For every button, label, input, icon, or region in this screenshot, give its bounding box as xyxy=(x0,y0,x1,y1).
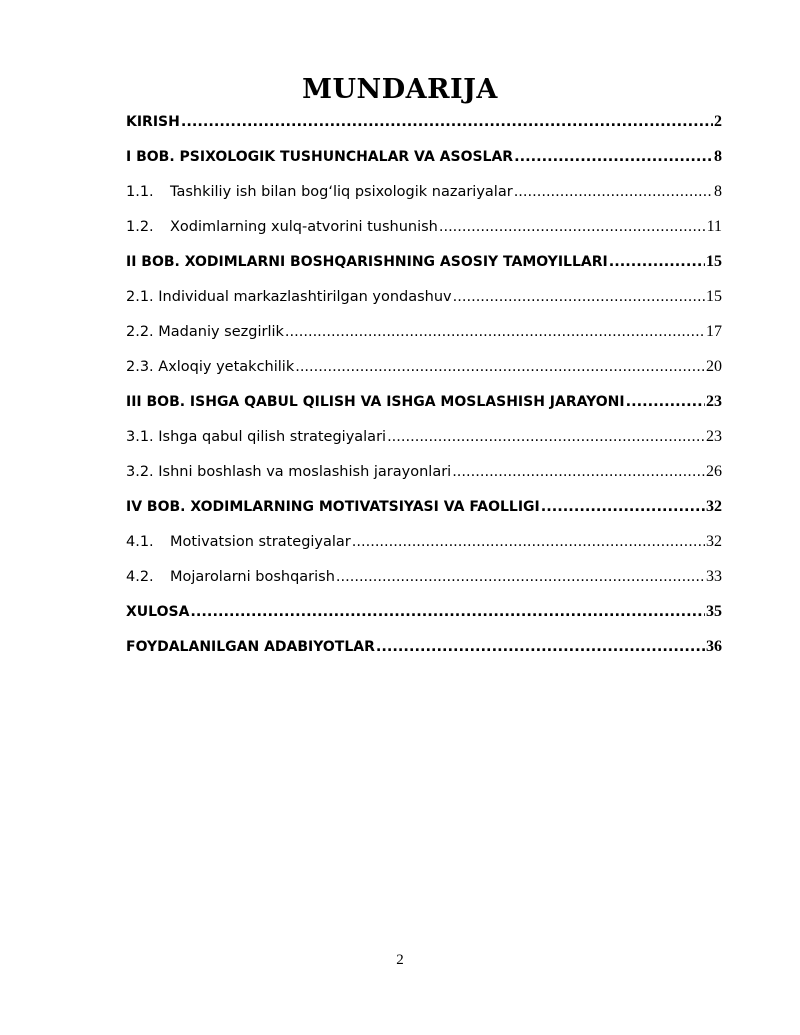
dot-leader xyxy=(387,423,705,451)
toc-entry-text: Xodimlarning xulq-atvorini tushunish xyxy=(170,219,438,235)
toc-entry-label: III BOB. ISHGA QABUL QILISH VA ISHGA MOSLASHISH JARAYONI xyxy=(126,394,625,410)
toc-entry-bob-2[interactable] xyxy=(126,248,722,283)
toc-entry-section-3-1[interactable] xyxy=(126,423,722,458)
table-of-contents xyxy=(126,108,722,668)
dot-leader xyxy=(439,213,706,241)
dot-leader xyxy=(541,493,705,521)
toc-entry-label: I BOB. PSIXOLOGIK TUSHUNCHALAR VA ASOSLAR xyxy=(126,149,514,165)
toc-entry-bob-4[interactable] xyxy=(126,493,722,528)
dot-leader xyxy=(453,283,705,311)
toc-entry-number: 1.1. xyxy=(126,184,154,200)
toc-entry-page: 33 xyxy=(706,568,722,585)
toc-entry-label: 2.3. Axloqiy yetakchilik xyxy=(126,359,295,375)
toc-entry-section-4-1[interactable] xyxy=(126,528,722,563)
toc-entry-page: 26 xyxy=(706,463,722,480)
toc-entry-page: 8 xyxy=(714,183,722,200)
dot-leader xyxy=(376,633,705,661)
toc-entry-label xyxy=(126,563,335,591)
toc-entry-text: Motivatsion strategiyalar xyxy=(170,534,351,550)
toc-entry-label: 3.1. Ishga qabul qilish strategiyalari xyxy=(126,429,387,445)
toc-entry-page: 23 xyxy=(706,428,722,445)
toc-entry-text: Tashkiliy ish bilan bog‘liq psixologik nazariyalar xyxy=(170,184,513,200)
dot-leader xyxy=(190,598,705,626)
toc-entry-label xyxy=(126,178,513,206)
toc-entry-label: KIRISH xyxy=(126,114,180,130)
toc-entry-section-3-2[interactable] xyxy=(126,458,722,493)
toc-entry-label: FOYDALANILGAN ADABIYOTLAR xyxy=(126,639,375,655)
dot-leader xyxy=(452,458,705,486)
dot-leader xyxy=(285,318,705,346)
toc-entry-section-1-2[interactable] xyxy=(126,213,722,248)
toc-entry-bob-3[interactable] xyxy=(126,388,722,423)
toc-entry-page: 32 xyxy=(706,498,722,515)
toc-entry-section-2-2[interactable] xyxy=(126,318,722,353)
toc-entry-page: 20 xyxy=(706,358,722,375)
dot-leader xyxy=(626,388,705,416)
toc-entry-number: 1.2. xyxy=(126,219,154,235)
dot-leader xyxy=(514,178,713,206)
toc-entry-section-2-3[interactable] xyxy=(126,353,722,388)
toc-entry-section-2-1[interactable] xyxy=(126,283,722,318)
toc-entry-label xyxy=(126,528,351,556)
toc-entry-adabiyotlar[interactable] xyxy=(126,633,722,668)
dot-leader xyxy=(295,353,705,381)
toc-entry-page: 8 xyxy=(714,148,722,165)
toc-entry-page: 2 xyxy=(714,113,722,130)
page-number-footer: 2 xyxy=(396,952,404,968)
toc-entry-text: Mojarolarni boshqarish xyxy=(170,569,335,585)
dot-leader xyxy=(514,143,713,171)
toc-entry-label: 2.1. Individual markazlashtirilgan yondashuv xyxy=(126,289,452,305)
toc-entry-number: 4.2. xyxy=(126,569,154,585)
toc-entry-number: 4.1. xyxy=(126,534,154,550)
toc-entry-page: 17 xyxy=(706,323,722,340)
toc-entry-page: 35 xyxy=(706,603,722,620)
toc-entry-section-1-1[interactable] xyxy=(126,178,722,213)
dot-leader xyxy=(352,528,705,556)
toc-entry-bob-1[interactable] xyxy=(126,143,722,178)
dot-leader xyxy=(609,248,705,276)
toc-entry-page: 23 xyxy=(706,393,722,410)
toc-entry-section-4-2[interactable] xyxy=(126,563,722,598)
toc-entry-xulosa[interactable] xyxy=(126,598,722,633)
toc-entry-kirish[interactable] xyxy=(126,108,722,143)
toc-entry-label: XULOSA xyxy=(126,604,190,620)
toc-entry-page: 11 xyxy=(706,218,722,235)
page-title: MUNDARIJA xyxy=(302,74,498,105)
toc-entry-label xyxy=(126,213,438,241)
dot-leader xyxy=(181,108,713,136)
dot-leader xyxy=(336,563,705,591)
toc-entry-label: 3.2. Ishni boshlash va moslashish jarayonlari xyxy=(126,464,452,480)
toc-entry-page: 36 xyxy=(706,638,722,655)
toc-entry-label: IV BOB. XODIMLARNING MOTIVATSIYASI VA FAOLLIGI xyxy=(126,499,540,515)
toc-entry-page: 15 xyxy=(706,288,722,305)
toc-entry-page: 32 xyxy=(706,533,722,550)
toc-entry-label: II BOB. XODIMLARNI BOSHQARISHNING ASOSIY TAMOYILLARI xyxy=(126,254,608,270)
toc-entry-label: 2.2. Madaniy sezgirlik xyxy=(126,324,284,340)
toc-entry-page: 15 xyxy=(706,253,722,270)
